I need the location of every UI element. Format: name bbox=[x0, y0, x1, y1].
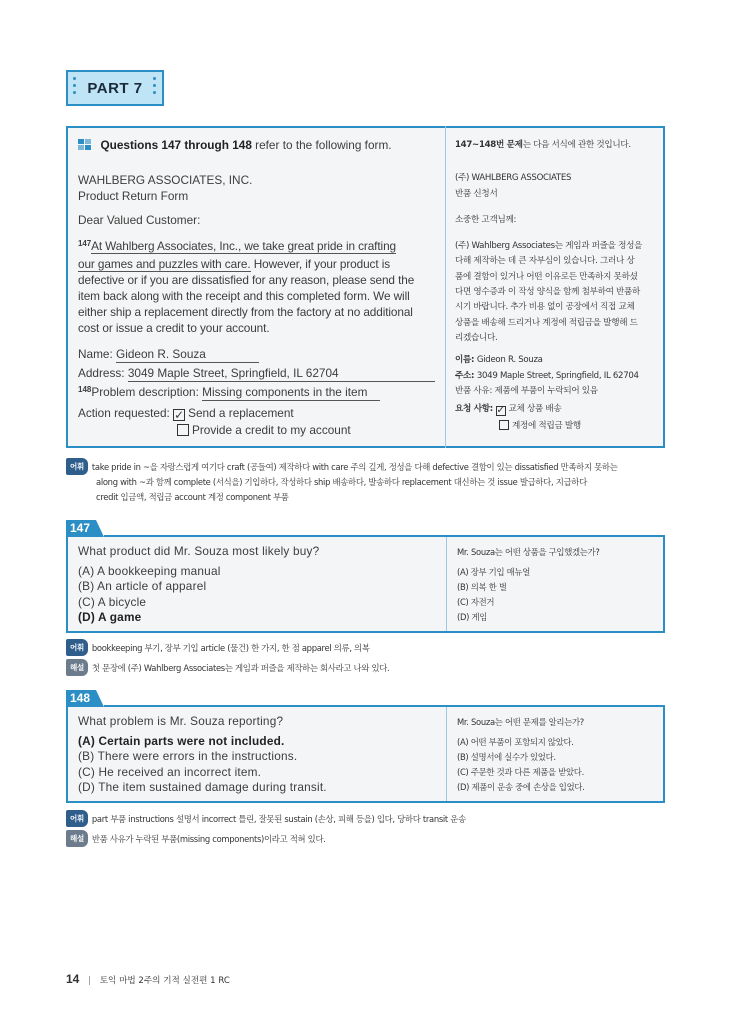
ko-option2: 계정에 적립금 발행 bbox=[512, 421, 581, 432]
sentence: either ship a replacement directly from the factory at no additional bbox=[78, 305, 413, 319]
address-value: 3049 Maple Street, Springfield, IL 62704 bbox=[128, 365, 435, 382]
vocab-block bbox=[66, 458, 706, 505]
ko-action-label: 요청 사항: bbox=[455, 404, 496, 415]
ko-problem-value: 제품에 부품이 누락되어 있음 bbox=[494, 385, 598, 396]
hint-line: 반품 사유가 누락된 부품(missing components)이라고 적혀 있다. bbox=[91, 834, 326, 844]
vocab-line: part 부품 instructions 설명서 incorrect 틀린, 잘못된 sustain (손상, 피해 등을) 입다, 당하다 transit 운송 bbox=[91, 814, 466, 824]
choice-b[interactable]: (B) There were errors in the instructions. bbox=[78, 749, 298, 763]
checkbox-checked[interactable]: ✓ bbox=[174, 408, 185, 422]
underlined-sentence: our games and puzzles with care. bbox=[78, 257, 251, 271]
ko-choice-b: (B) 설명서에 실수가 있었다. bbox=[457, 752, 556, 762]
passage-header bbox=[78, 136, 392, 156]
checkbox-checked[interactable]: ✓ bbox=[496, 405, 505, 417]
q147-notes bbox=[66, 639, 706, 676]
choice-a[interactable]: (A) A bookkeeping manual bbox=[78, 563, 221, 578]
hint-line: 첫 문장에 (주) Wahlberg Associates는 게임과 퍼즐을 제작하는 회사라고 나와 있다. bbox=[91, 663, 390, 673]
ko-choice-c: (C) 주문한 것과 다른 제품을 받았다. bbox=[457, 767, 584, 777]
hint-tag: 해설 bbox=[66, 830, 88, 847]
footer-separator: | bbox=[88, 976, 91, 986]
sentence: However, if your product is bbox=[250, 257, 391, 271]
passage-header-rest: refer to the following form. bbox=[251, 138, 392, 152]
problem-label: Problem description: bbox=[91, 385, 203, 399]
address-label: Address: bbox=[78, 366, 128, 380]
choice-a-answer[interactable]: (A) Certain parts were not included. bbox=[78, 733, 285, 748]
question-english bbox=[78, 544, 319, 626]
question-text: What product did Mr. Souza most likely buy? bbox=[78, 544, 320, 558]
name-row bbox=[78, 346, 443, 363]
ko-form-title: 반품 신청서 bbox=[455, 188, 498, 199]
ko-paragraph bbox=[455, 239, 660, 346]
question-korean bbox=[457, 715, 585, 795]
question-english bbox=[78, 714, 327, 796]
ko-line: 품에 결함이 있거나 어떤 이유로든 만족하지 못하셨 bbox=[455, 271, 638, 282]
tab-corner bbox=[96, 520, 104, 537]
name-value: Gideon R. Souza bbox=[116, 346, 259, 363]
address-row bbox=[78, 365, 443, 382]
page-footer bbox=[66, 972, 230, 986]
form-icon bbox=[78, 138, 92, 156]
ko-line: 리겠습니다. bbox=[455, 332, 498, 343]
sentence: defective or if you are dissatisfied for any reason, please send the bbox=[78, 273, 415, 287]
passage-korean bbox=[455, 138, 660, 435]
checkbox-unchecked[interactable] bbox=[499, 420, 509, 430]
question-text: What problem is Mr. Souza reporting? bbox=[78, 714, 284, 728]
greeting: Dear Valued Customer: bbox=[78, 213, 201, 227]
vocab-tag: 어휘 bbox=[66, 810, 88, 827]
problem-value: Missing components in the item bbox=[202, 384, 380, 401]
ko-choice-c: (C) 자전거 bbox=[457, 597, 495, 607]
passage-header-bold: Questions 147 through 148 bbox=[100, 138, 252, 152]
ko-choice-b: (B) 의복 한 벌 bbox=[457, 582, 507, 592]
question-148 bbox=[66, 690, 665, 803]
question-number: 147 bbox=[66, 520, 96, 537]
ko-header-rest: 는 다음 서식에 관한 것입니다. bbox=[522, 140, 631, 150]
ko-option1: 교체 상품 배송 bbox=[508, 404, 562, 415]
vocab-tag: 어휘 bbox=[66, 458, 88, 475]
problem-row bbox=[78, 382, 443, 401]
hint-tag: 해설 bbox=[66, 659, 88, 676]
checkbox-unchecked[interactable] bbox=[177, 424, 189, 436]
vocab-line: credit 입금액, 적립금 account 계정 component 부품 bbox=[96, 492, 289, 502]
ko-problem-label: 반품 사유: bbox=[455, 385, 495, 396]
book-title: 토익 마법 2주의 기적 실전편 1 RC bbox=[99, 976, 230, 986]
vocab-tag: 어휘 bbox=[66, 639, 88, 656]
question-box bbox=[66, 707, 665, 803]
vocab-line: along with ~과 함께 complete (서식을) 기입하다, 작성하다 ship 배송하다, 발송하다 replacement 대신하는 것 issue 발급하다, 지급하다 bbox=[96, 477, 587, 487]
company-name: WAHLBERG ASSOCIATES, INC. bbox=[78, 173, 253, 187]
question-number: 148 bbox=[66, 690, 96, 707]
question-korean bbox=[457, 545, 600, 625]
ko-choice-a: (A) 장부 기입 매뉴얼 bbox=[457, 567, 530, 577]
ko-name-value: Gideon R. Souza bbox=[476, 355, 543, 366]
column-divider bbox=[446, 537, 447, 631]
ko-line: 다해 제작하는 데 큰 자부심이 있습니다. 그러나 상 bbox=[455, 256, 635, 267]
passage-english bbox=[78, 172, 443, 438]
action-row bbox=[78, 405, 443, 421]
choice-d-answer[interactable]: (D) A game bbox=[78, 610, 142, 624]
ko-header-bold: 147~148번 문제 bbox=[455, 140, 523, 150]
name-label: Name: bbox=[78, 347, 117, 361]
option-send-replacement: Send a replacement bbox=[188, 406, 294, 420]
vocab-line: take pride in ~을 자랑스럽게 여기다 craft (공들여) 제작하다 with care 주의 깊게, 정성을 다해 defective 결함이 있는 dissatisfied 만족하지 못하는 bbox=[91, 462, 618, 472]
ko-choice-d: (D) 제품이 운송 중에 손상을 입었다. bbox=[457, 782, 585, 792]
column-divider bbox=[446, 707, 447, 801]
choice-d[interactable]: (D) The item sustained damage during transit. bbox=[78, 780, 327, 794]
ko-address-value: 3049 Maple Street, Springfield, IL 62704 bbox=[476, 370, 639, 381]
choice-c[interactable]: (C) A bicycle bbox=[78, 594, 147, 609]
ko-name-label: 이름: bbox=[455, 355, 477, 366]
ko-question-text: Mr. Souza는 어떤 상품을 구입했겠는가? bbox=[457, 547, 600, 557]
question-147 bbox=[66, 520, 665, 633]
page-number: 14 bbox=[66, 972, 80, 986]
choice-c[interactable]: (C) He received an incorrect item. bbox=[78, 764, 262, 779]
underlined-sentence: At Wahlberg Associates, Inc., we take great pride in crafting bbox=[91, 239, 396, 253]
action-row-2 bbox=[78, 422, 443, 438]
ko-line: 다면 영수증과 이 작성 양식을 함께 첨부하여 반품하 bbox=[455, 287, 641, 298]
ko-choice-a: (A) 어떤 부품이 포함되지 않았다. bbox=[457, 737, 574, 747]
form-title: Product Return Form bbox=[78, 189, 189, 203]
dots-decoration bbox=[153, 77, 157, 94]
ko-choice-d: (D) 게임 bbox=[457, 612, 488, 622]
ko-line: 시기 바랍니다. 추가 비용 없이 공장에서 직접 교체 bbox=[455, 302, 635, 313]
question-ref-148: 148 bbox=[78, 385, 92, 394]
vocab-line: bookkeeping 부기, 장부 기입 article (물건) 한 가지, 한 점 apparel 의류, 의복 bbox=[91, 643, 370, 653]
ko-line: (주) Wahlberg Associates는 게임과 퍼즐을 정성을 bbox=[455, 241, 643, 252]
choice-b[interactable]: (B) An article of apparel bbox=[78, 579, 207, 593]
q148-notes bbox=[66, 810, 706, 847]
tab-corner bbox=[96, 690, 104, 707]
ko-line: 상품을 배송해 드리거나 계정에 적립금을 발행해 드 bbox=[455, 317, 638, 328]
ko-address-label: 주소: bbox=[455, 370, 477, 381]
question-ref-147: 147 bbox=[78, 239, 92, 248]
dots-decoration bbox=[73, 77, 77, 94]
passage-paragraph bbox=[78, 236, 443, 336]
part-label-badge bbox=[66, 70, 164, 106]
option-provide-credit: Provide a credit to my account bbox=[192, 423, 351, 437]
part-label: PART 7 bbox=[87, 79, 143, 97]
question-box bbox=[66, 537, 665, 633]
action-label: Action requested: bbox=[78, 406, 174, 420]
ko-question-text: Mr. Souza는 어떤 문제를 알리는가? bbox=[457, 717, 584, 727]
sentence: item back along with the receipt and this completed form. We will bbox=[78, 289, 410, 303]
column-divider bbox=[445, 126, 446, 448]
ko-greeting: 소중한 고객님께: bbox=[455, 214, 517, 225]
ko-company: (주) WAHLBERG ASSOCIATES bbox=[455, 173, 572, 184]
sentence: cost or issue a credit to your account. bbox=[78, 321, 270, 335]
